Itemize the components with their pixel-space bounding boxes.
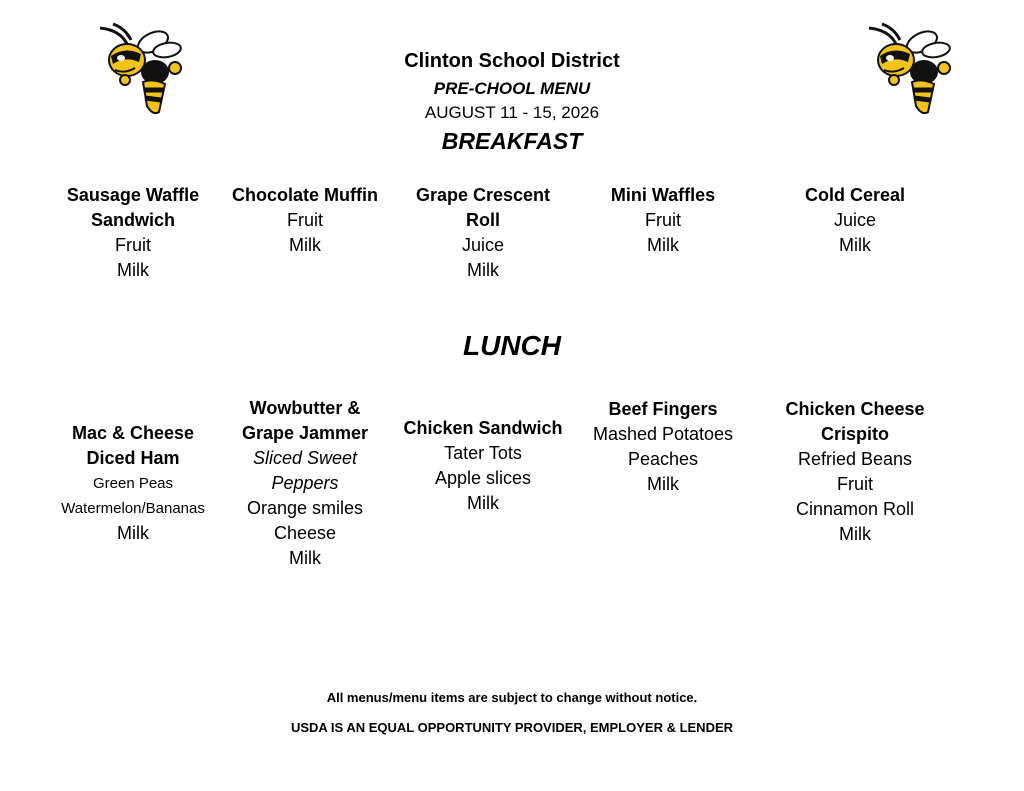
usda-statement: USDA IS AN EQUAL OPPORTUNITY PROVIDER, EMPLOYER & LENDER (290, 720, 734, 735)
menu-dates: AUGUST 11 - 15, 2026 (424, 103, 600, 122)
breakfast-entree: Sandwich (90, 210, 175, 230)
breakfast-day-1 (43, 183, 223, 283)
lunch-day-5 (765, 397, 945, 547)
breakfast-side-item: Juice (461, 235, 505, 255)
lunch-side-item: Sliced Sweet (252, 448, 358, 468)
breakfast-day-3 (393, 183, 573, 283)
lunch-entree: Crispito (820, 424, 889, 444)
lunch-side-item: Orange smiles (246, 498, 364, 518)
breakfast-side-item: Fruit (645, 210, 681, 230)
lunch-entree: Chicken Sandwich (403, 418, 563, 438)
lunch-side-item: Milk (467, 493, 499, 513)
lunch-side-item: Peppers (271, 473, 339, 493)
lunch-day-1 (43, 421, 223, 546)
lunch-side-item: Apple slices (434, 468, 532, 488)
lunch-day-4 (573, 397, 753, 497)
breakfast-entree: Sausage Waffle (66, 185, 200, 205)
breakfast-entree: Cold Cereal (804, 185, 906, 205)
lunch-side-item: Milk (117, 523, 149, 543)
lunch-side-item: Milk (839, 524, 871, 544)
lunch-side-item: Cheese (273, 523, 337, 543)
lunch-side-item: Mashed Potatoes (592, 424, 734, 444)
lunch-side-item: Peaches (627, 449, 699, 469)
lunch-side-item: Cinnamon Roll (795, 499, 915, 519)
breakfast-side-item: Milk (647, 235, 679, 255)
lunch-day-2 (215, 396, 395, 571)
breakfast-side-item: Fruit (115, 235, 151, 255)
lunch-side-item: Green Peas (92, 475, 174, 492)
lunch-side-item: Milk (289, 548, 321, 568)
menu-subtitle: PRE-CHOOL MENU (433, 79, 591, 98)
breakfast-day-4 (573, 183, 753, 258)
breakfast-side-item: Fruit (287, 210, 323, 230)
breakfast-side-item: Milk (117, 260, 149, 280)
breakfast-day-2 (215, 183, 395, 258)
breakfast-heading: BREAKFAST (441, 128, 583, 154)
lunch-entree: Chicken Cheese (785, 399, 925, 419)
lunch-side-item: Refried Beans (797, 449, 913, 469)
lunch-entree: Beef Fingers (608, 399, 718, 419)
breakfast-day-5 (765, 183, 945, 258)
lunch-entree: Wowbutter & (249, 398, 361, 418)
lunch-side-item: Fruit (837, 474, 873, 494)
breakfast-entree: Roll (466, 210, 500, 230)
breakfast-side-item: Milk (467, 260, 499, 280)
breakfast-side-item: Milk (289, 235, 321, 255)
lunch-entree: Mac & Cheese (71, 423, 195, 443)
lunch-entree: Diced Ham (86, 448, 180, 468)
lunch-heading: LUNCH (463, 330, 561, 361)
change-notice: All menus/menu items are subject to change without notice. (326, 690, 698, 705)
breakfast-entree: Mini Waffles (610, 185, 716, 205)
lunch-day-3 (393, 416, 573, 516)
lunch-side-item: Tater Tots (444, 443, 522, 463)
lunch-entree: Grape Jammer (241, 423, 369, 443)
district-title: Clinton School District (404, 50, 620, 72)
lunch-side-item: Watermelon/Bananas (61, 500, 205, 517)
breakfast-entree: Grape Crescent (415, 185, 551, 205)
breakfast-side-item: Milk (839, 235, 871, 255)
breakfast-side-item: Juice (833, 210, 877, 230)
breakfast-entree: Chocolate Muffin (232, 185, 378, 205)
lunch-side-item: Milk (647, 474, 679, 494)
